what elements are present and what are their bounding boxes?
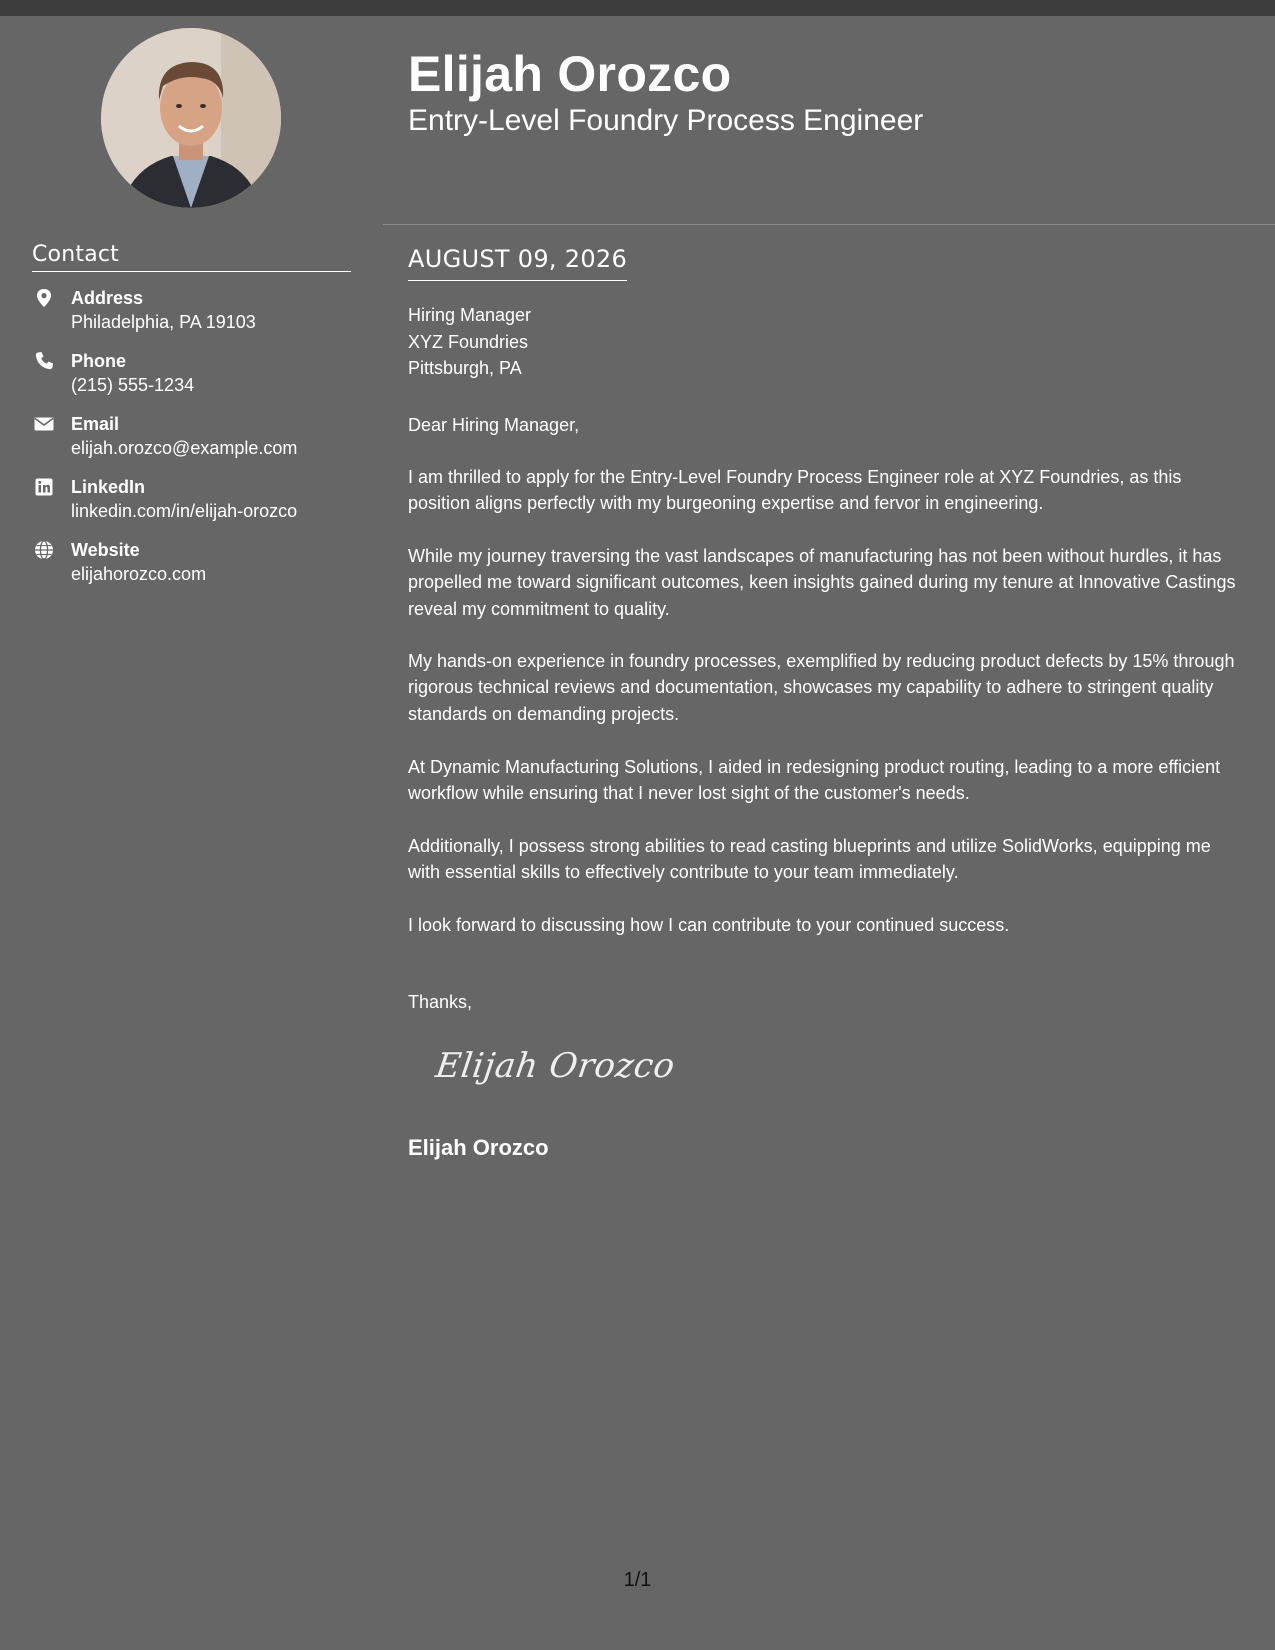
contact-label: LinkedIn	[71, 477, 146, 497]
avatar	[101, 28, 281, 208]
cover-letter-page	[0, 16, 1275, 1650]
contact-label: Phone	[71, 351, 127, 371]
envelope-icon	[34, 414, 54, 434]
contact-address	[32, 286, 362, 349]
contact-website	[32, 538, 362, 601]
sidebar	[0, 16, 383, 1650]
body-paragraph: While my journey traversing the vast landscapes of manufacturing has not been without hurdles, it has propelled me toward significant outcomes, keen insights gained during my tenure at Innovative Castings reveal my commitment to quality.	[408, 546, 1236, 619]
candidate-name: Elijah Orozco	[408, 46, 732, 102]
contact-label: Website	[71, 540, 140, 560]
body-paragraph: My hands-on experience in foundry processes, exemplified by reducing product defects by 15% through rigorous technical reviews and documentation, showcases my capability to adhere to stringent quality standards on demanding projects.	[408, 651, 1235, 724]
globe-icon	[34, 540, 54, 560]
letter-date: AUGUST 09, 2026	[408, 244, 627, 281]
recipient-line: XYZ Foundries	[408, 331, 529, 352]
contact-phone	[32, 349, 362, 412]
handwritten-signature: Elijah Orozco	[433, 1046, 678, 1086]
candidate-role: Entry-Level Foundry Process Engineer	[408, 104, 924, 137]
body-paragraph: Additionally, I possess strong abilities to read casting blueprints and utilize SolidWorks, equipping me with essential skills to effectively contribute to your team immediately.	[408, 836, 1211, 883]
contact-value[interactable]: elijahorozco.com	[71, 564, 207, 584]
top-bar	[0, 0, 1275, 16]
linkedin-icon	[34, 477, 54, 497]
contact-value: Philadelphia, PA 19103	[71, 312, 256, 332]
phone-icon	[34, 351, 54, 371]
contact-label: Address	[71, 288, 144, 308]
recipient-line: Pittsburgh, PA	[408, 358, 522, 378]
recipient-block	[408, 302, 531, 382]
closing: Thanks,	[408, 992, 473, 1012]
salutation: Dear Hiring Manager,	[408, 415, 580, 435]
contact-linkedin	[32, 475, 362, 538]
recipient-line: Hiring Manager	[408, 305, 532, 325]
map-pin-icon	[34, 288, 54, 308]
contact-heading: Contact	[32, 242, 351, 272]
contact-label: Email	[71, 414, 120, 434]
body-paragraph: I am thrilled to apply for the Entry-Level Foundry Process Engineer role at XYZ Foundries, as this position aligns perfectly with my burgeoning expertise and fervor in engineering.	[408, 467, 1182, 514]
body-paragraph: At Dynamic Manufacturing Solutions, I aided in redesigning product routing, leading to a more efficient workflow while ensuring that I never lost sight of the customer's needs.	[408, 757, 1221, 804]
contact-email	[32, 412, 362, 475]
header-divider	[383, 224, 1275, 225]
contact-value: (215) 555-1234	[71, 375, 195, 395]
contact-value[interactable]: linkedin.com/in/elijah-orozco	[71, 501, 298, 521]
body-paragraph: I look forward to discussing how I can contribute to your continued success.	[408, 915, 1010, 935]
contact-value[interactable]: elijah.orozco@example.com	[71, 438, 298, 458]
page-indicator: 1/1	[623, 1569, 652, 1591]
signer-name: Elijah Orozco	[408, 1135, 549, 1160]
contact-list	[32, 286, 362, 601]
